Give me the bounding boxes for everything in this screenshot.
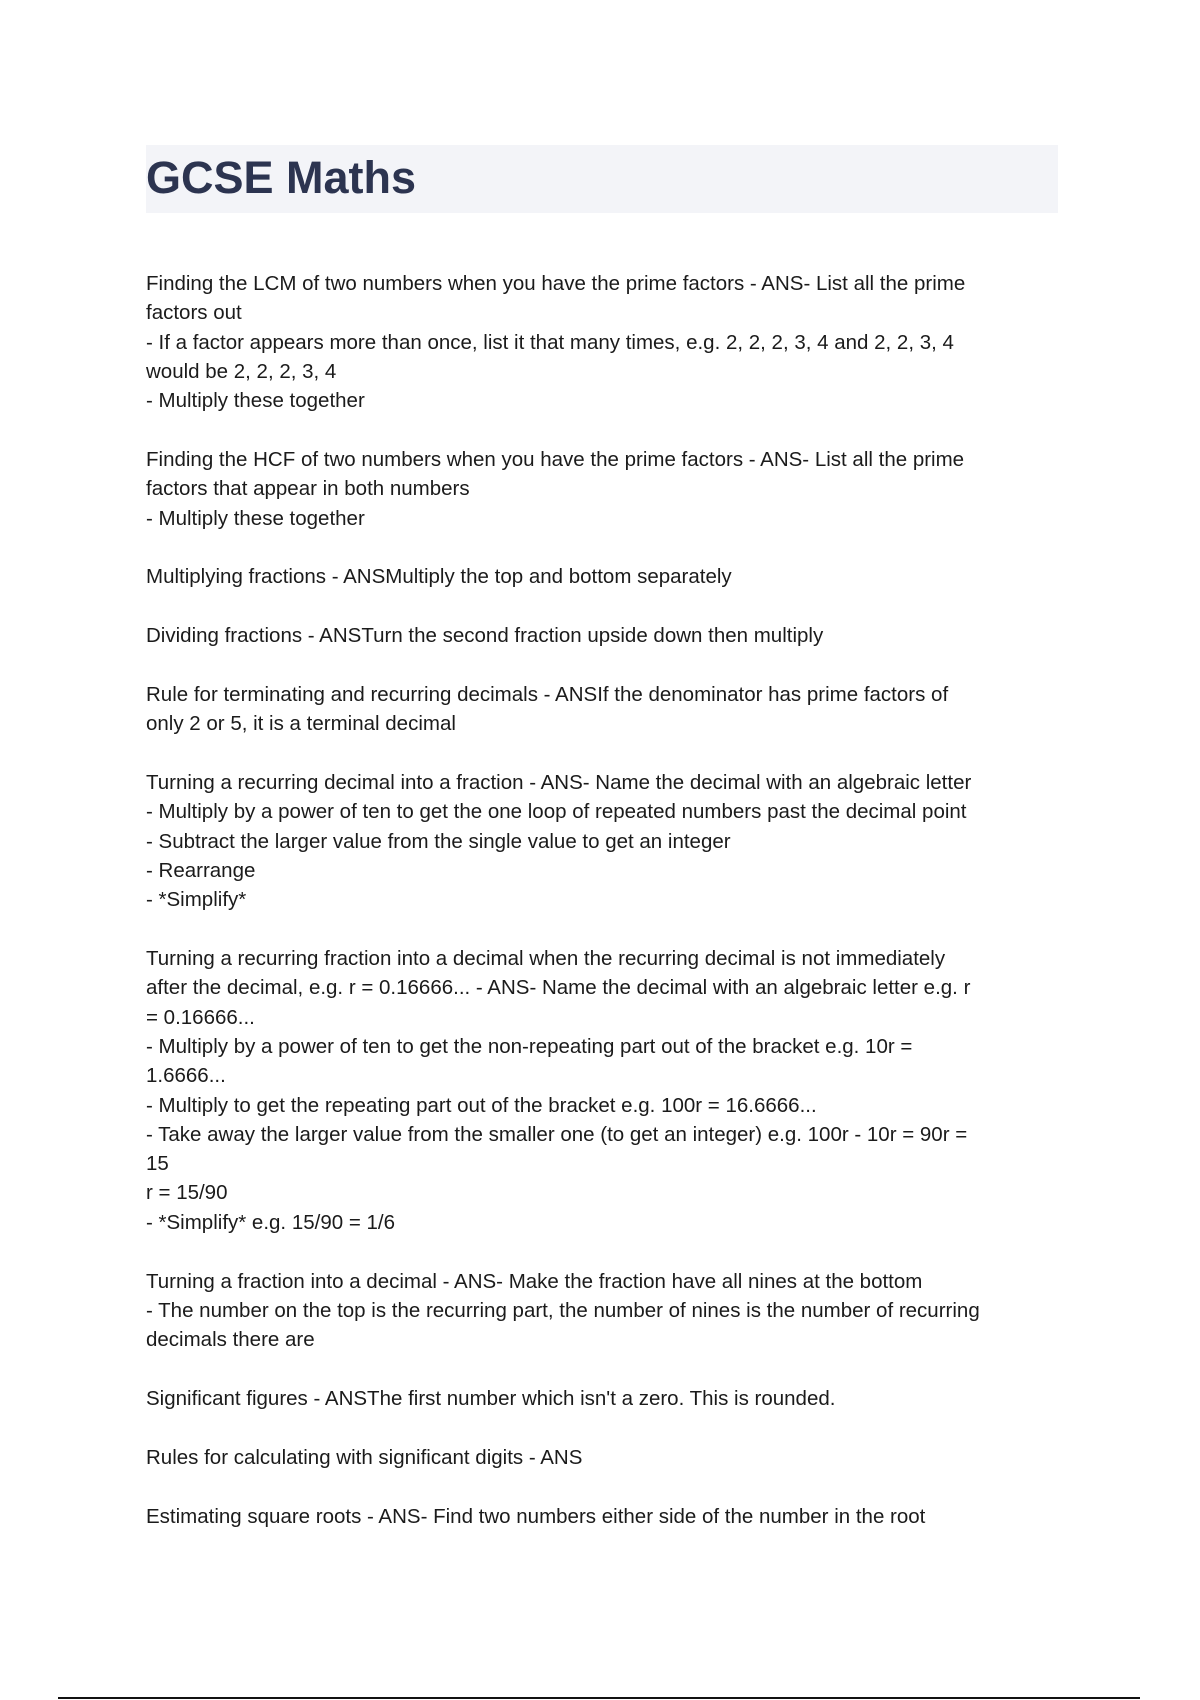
document-body	[146, 269, 1066, 1560]
text-line: - Multiply by a power of ten to get the non-repeating part out of the bracket e.g. 10r =	[146, 1034, 913, 1058]
entry-dividing-fractions	[146, 621, 1066, 650]
text-line: - The number on the top is the recurring part, the number of nines is the number of recurring	[146, 1298, 980, 1322]
text-line: Multiplying fractions - ANSMultiply the top and bottom separately	[146, 565, 732, 589]
entry-estimating-square-roots	[146, 1502, 1066, 1531]
text-line: would be 2, 2, 2, 3, 4	[146, 359, 337, 383]
entry-recurring-delayed	[146, 944, 1066, 1237]
text-line: factors out	[146, 301, 242, 325]
text-line: Significant figures - ANSThe first number which isn't a zero. This is rounded.	[146, 1386, 836, 1410]
text-line: after the decimal, e.g. r = 0.16666... - ANS- Name the decimal with an algebraic letter e.g. r	[146, 976, 971, 1000]
text-line: - Subtract the larger value from the single value to get an integer	[146, 829, 731, 853]
text-line: r = 15/90	[146, 1181, 228, 1205]
entry-significant-figures	[146, 1384, 1066, 1413]
entry-terminating-decimals	[146, 680, 1066, 739]
text-line: - Multiply by a power of ten to get the one loop of repeated numbers past the decimal point	[146, 800, 967, 824]
text-line: - Multiply to get the repeating part out of the bracket e.g. 100r = 16.6666...	[146, 1093, 817, 1117]
text-line: only 2 or 5, it is a terminal decimal	[146, 712, 456, 736]
title-band	[146, 145, 1058, 213]
text-line: - Multiply these together	[146, 389, 365, 413]
entry-multiplying-fractions	[146, 562, 1066, 591]
footer-divider	[58, 1697, 1140, 1699]
text-line: Dividing fractions - ANSTurn the second fraction upside down then multiply	[146, 624, 824, 648]
entry-recurring-to-fraction	[146, 768, 1066, 914]
text-line: Rule for terminating and recurring decimals - ANSIf the denominator has prime factors of	[146, 682, 949, 706]
text-line: factors that appear in both numbers	[146, 477, 470, 501]
text-line: Turning a recurring decimal into a fraction - ANS- Name the decimal with an algebraic letter	[146, 771, 972, 795]
entry-fraction-to-decimal	[146, 1267, 1066, 1355]
page-title: GCSE Maths	[146, 152, 417, 203]
entry-lcm	[146, 269, 1066, 415]
text-line: 1.6666...	[146, 1064, 226, 1088]
text-line: Rules for calculating with significant digits - ANS	[146, 1445, 583, 1469]
text-line: Turning a recurring fraction into a decimal when the recurring decimal is not immediately	[146, 947, 946, 971]
text-line: - If a factor appears more than once, list it that many times, e.g. 2, 2, 2, 3, 4 and 2, 2, 3, 4	[146, 330, 954, 354]
entry-significant-digits-rules	[146, 1443, 1066, 1472]
text-line: - Rearrange	[146, 858, 256, 882]
text-line: Estimating square roots - ANS- Find two numbers either side of the number in the root	[146, 1504, 926, 1528]
text-line: = 0.16666...	[146, 1005, 255, 1029]
text-line: Finding the LCM of two numbers when you have the prime factors - ANS- List all the prime	[146, 272, 966, 295]
text-line: Turning a fraction into a decimal - ANS- Make the fraction have all nines at the bottom	[146, 1269, 923, 1293]
text-line: Finding the HCF of two numbers when you have the prime factors - ANS- List all the prime	[146, 447, 965, 471]
entry-hcf	[146, 445, 1066, 533]
text-line: - Take away the larger value from the smaller one (to get an integer) e.g. 100r - 10r = 90r =	[146, 1122, 968, 1146]
text-line: decimals there are	[146, 1328, 315, 1352]
text-line: 15	[146, 1152, 169, 1176]
text-line: - Multiply these together	[146, 506, 365, 530]
text-line: - *Simplify* e.g. 15/90 = 1/6	[146, 1210, 395, 1234]
text-line: - *Simplify*	[146, 888, 247, 912]
